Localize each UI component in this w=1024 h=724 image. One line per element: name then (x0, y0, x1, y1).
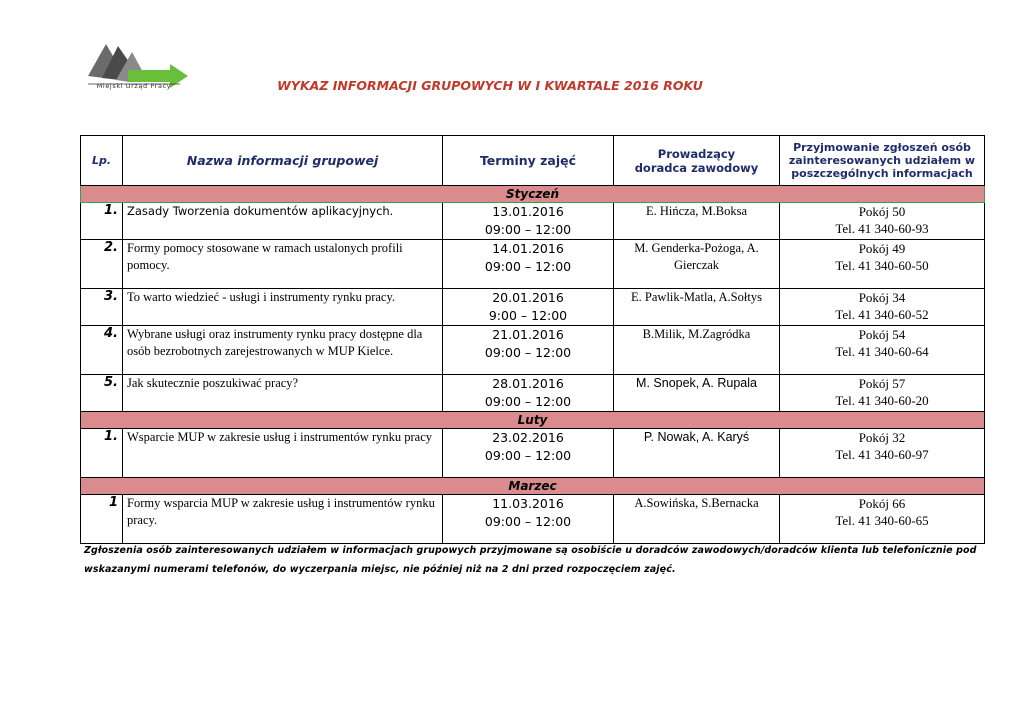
row-term (443, 289, 614, 326)
row-room: Pokój 32 (858, 430, 906, 445)
month-label: Luty (81, 412, 985, 429)
row-date: 21.01.2016 (492, 327, 564, 342)
row-time: 09:00 – 12:00 (484, 345, 572, 360)
row-room: Pokój 49 (858, 241, 906, 256)
row-term (443, 326, 614, 375)
row-time: 09:00 – 12:00 (484, 514, 572, 529)
month-label: Marzec (81, 478, 985, 495)
row-leader: E. Hińcza, M.Boksa (614, 203, 780, 240)
footer-line-1: Zgłoszenia osób zainteresowanych udziałem w informacjach grupowych przyjmowane są osobiście u doradców zawodowych/doradców klienta lub telefonicznie pod (84, 545, 977, 556)
row-number: 5. (81, 375, 123, 412)
row-contact (780, 326, 985, 375)
header-przyjmowanie (780, 136, 985, 186)
row-tel: Tel. 41 340-60-20 (835, 393, 929, 408)
row-room: Pokój 34 (858, 290, 906, 305)
row-tel: Tel. 41 340-60-64 (835, 344, 929, 359)
row-room: Pokój 50 (858, 204, 906, 219)
row-name: Zasady Tworzenia dokumentów aplikacyjnych. (123, 203, 443, 240)
row-name: Jak skutecznie poszukiwać pracy? (123, 375, 443, 412)
table-row (81, 375, 985, 412)
row-leader: B.Milik, M.Zagródka (614, 326, 780, 375)
row-leader: E. Pawlik-Matla, A.Sołtys (614, 289, 780, 326)
table-row (81, 240, 985, 289)
row-time: 09:00 – 12:00 (484, 448, 572, 463)
table-row (81, 326, 985, 375)
row-time: 09:00 – 12:00 (484, 394, 572, 409)
row-date: 14.01.2016 (492, 241, 564, 256)
row-number: 4. (81, 326, 123, 375)
info-table (80, 135, 985, 544)
table-row (81, 289, 985, 326)
row-contact (780, 289, 985, 326)
row-room: Pokój 57 (858, 376, 906, 391)
row-term (443, 203, 614, 240)
row-number: 1. (81, 203, 123, 240)
footer-note (84, 541, 984, 579)
row-name: To warto wiedzieć - usługi i instrumenty rynku pracy. (123, 289, 443, 326)
header-lp: Lp. (81, 136, 123, 186)
row-leader: M. Snopek, A. Rupala (614, 375, 780, 412)
row-contact (780, 375, 985, 412)
month-row-marzec (81, 478, 985, 495)
logo-text: Miejski Urząd Pracy (96, 82, 172, 90)
header-przyjmowanie-line3: poszczególnych informacjach (791, 167, 973, 180)
header-prowadzacy (614, 136, 780, 186)
row-tel: Tel. 41 340-60-93 (835, 221, 929, 236)
row-date: 28.01.2016 (492, 376, 564, 391)
row-time: 09:00 – 12:00 (484, 222, 572, 237)
month-row-styczen (81, 186, 985, 203)
table-row (81, 429, 985, 478)
row-name: Wybrane usługi oraz instrumenty rynku pracy dostępne dla osób bezrobotnych zarejestrowanych w MUP Kielce. (123, 326, 443, 375)
row-contact (780, 203, 985, 240)
row-date: 11.03.2016 (492, 496, 564, 511)
row-term (443, 375, 614, 412)
row-contact (780, 429, 985, 478)
row-tel: Tel. 41 340-60-97 (835, 447, 929, 462)
row-leader: M. Genderka-Pożoga, A. Gierczak (614, 240, 780, 289)
header-prowadzacy-line2: doradca zawodowy (634, 160, 759, 175)
month-label: Styczeń (81, 186, 985, 203)
table-row (81, 203, 985, 240)
header-prowadzacy-line1: Prowadzący (657, 146, 736, 161)
table-row (81, 495, 985, 544)
row-tel: Tel. 41 340-60-50 (835, 258, 929, 273)
row-contact (780, 240, 985, 289)
row-term (443, 240, 614, 289)
header-terminy: Terminy zajęć (443, 136, 614, 186)
row-leader: P. Nowak, A. Karyś (614, 429, 780, 478)
row-tel: Tel. 41 340-60-65 (835, 513, 929, 528)
header-przyjmowanie-line2: zainteresowanych udziałem w (788, 154, 976, 167)
row-contact (780, 495, 985, 544)
footer-line-2: wskazanymi numerami telefonów, do wyczerpania miejsc, nie później niż na 2 dni przed rozpoczęciem zajęć. (84, 564, 676, 575)
row-name: Formy wsparcia MUP w zakresie usług i instrumentów rynku pracy. (123, 495, 443, 544)
header-przyjmowanie-line1: Przyjmowanie zgłoszeń osób (793, 141, 971, 154)
row-time: 09:00 – 12:00 (484, 259, 572, 274)
row-number: 1 (81, 495, 123, 544)
table-header-row (81, 136, 985, 186)
row-number: 3. (81, 289, 123, 326)
page-title: WYKAZ INFORMACJI GRUPOWYCH W I KWARTALE 2016 ROKU (277, 78, 703, 93)
row-date: 23.02.2016 (492, 430, 564, 445)
row-room: Pokój 54 (858, 327, 906, 342)
row-tel: Tel. 41 340-60-52 (835, 307, 929, 322)
row-name: Formy pomocy stosowane w ramach ustalonych profili pomocy. (123, 240, 443, 289)
row-name: Wsparcie MUP w zakresie usług i instrumentów rynku pracy (123, 429, 443, 478)
row-date: 13.01.2016 (492, 204, 564, 219)
row-number: 1. (81, 429, 123, 478)
row-date: 20.01.2016 (492, 290, 564, 305)
row-number: 2. (81, 240, 123, 289)
row-room: Pokój 66 (858, 496, 906, 511)
header-nazwa: Nazwa informacji grupowej (123, 136, 443, 186)
row-term (443, 429, 614, 478)
month-row-luty (81, 412, 985, 429)
row-term (443, 495, 614, 544)
row-leader: A.Sowińska, S.Bernacka (614, 495, 780, 544)
row-time: 9:00 – 12:00 (488, 308, 568, 323)
